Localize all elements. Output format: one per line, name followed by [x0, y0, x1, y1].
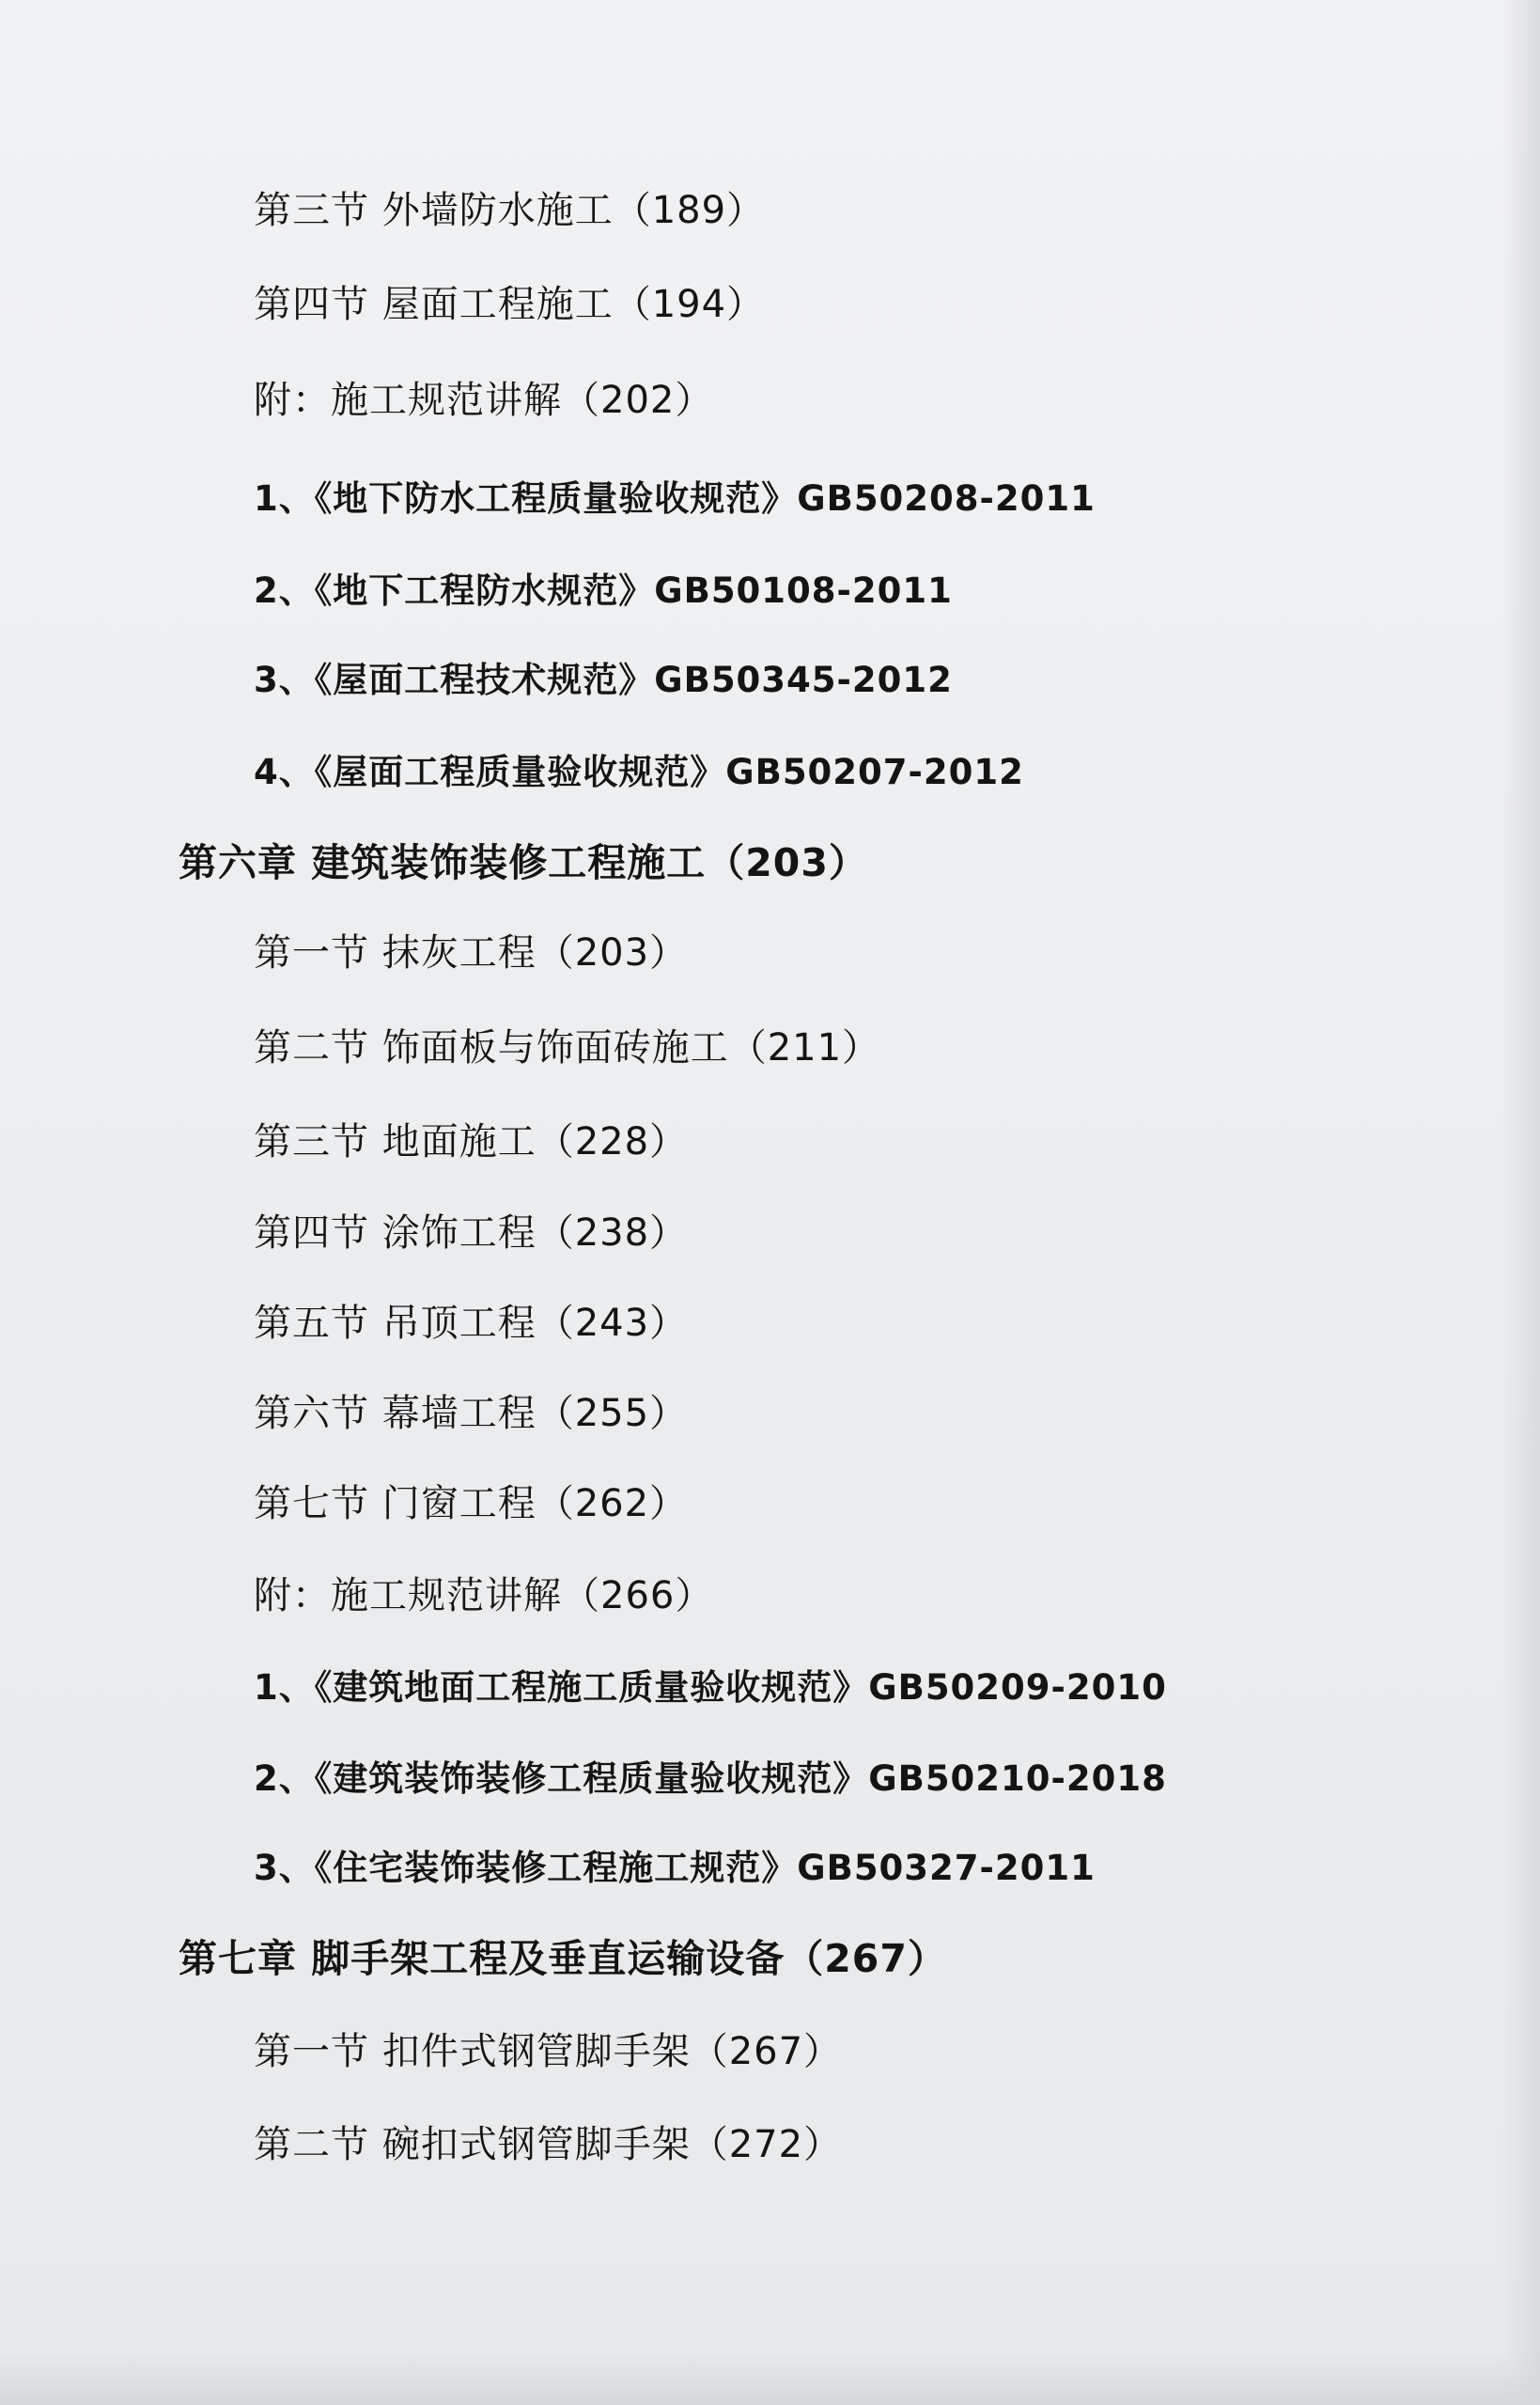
- toc-entry-section: 第三节 外墙防水施工（189）: [254, 189, 766, 232]
- toc-entry-section: 第四节 屋面工程施工（194）: [254, 283, 766, 326]
- toc-entry-section: 第一节 抹灰工程（203）: [254, 931, 689, 975]
- toc-entry-standard: 2、《建筑装饰装修工程质量验收规范》GB50210-2018: [254, 1758, 1167, 1799]
- toc-entry-standard: 4、《屋面工程质量验收规范》GB50207-2012: [254, 752, 1024, 792]
- toc-entry-section: 第一节 扣件式钢管脚手架（267）: [254, 2030, 843, 2073]
- toc-entry-chapter: 第六章 建筑装饰装修工程施工（203）: [179, 840, 868, 885]
- toc-entry-appendix: 附：施工规范讲解（266）: [254, 1574, 714, 1617]
- toc-entry-standard: 1、《地下防水工程质量验收规范》GB50208-2011: [254, 478, 1096, 519]
- toc-entry-section: 第六节 幕墙工程（255）: [254, 1392, 689, 1435]
- toc-entry-section: 第七节 门窗工程（262）: [254, 1482, 689, 1525]
- toc-entry-standard: 1、《建筑地面工程施工质量验收规范》GB50209-2010: [254, 1667, 1167, 1708]
- toc-entry-section: 第二节 饰面板与饰面砖施工（211）: [254, 1026, 881, 1070]
- toc-entry-standard: 3、《住宅装饰装修工程施工规范》GB50327-2011: [254, 1848, 1096, 1888]
- toc-entry-appendix: 附：施工规范讲解（202）: [254, 379, 714, 422]
- toc-entry-section: 第三节 地面施工（228）: [254, 1120, 689, 1163]
- toc-entry-section: 第四节 涂饰工程（238）: [254, 1211, 689, 1255]
- toc-entry-standard: 2、《地下工程防水规范》GB50108-2011: [254, 570, 953, 611]
- paper-edge-shadow: [0, 2349, 1540, 2405]
- toc-entry-chapter: 第七章 脚手架工程及垂直运输设备（267）: [179, 1936, 947, 1981]
- paper-edge-shadow: [1502, 0, 1540, 2405]
- toc-entry-section: 第二节 碗扣式钢管脚手架（272）: [254, 2123, 843, 2166]
- toc-entry-standard: 3、《屋面工程技术规范》GB50345-2012: [254, 660, 953, 700]
- toc-entry-section: 第五节 吊顶工程（243）: [254, 1302, 689, 1345]
